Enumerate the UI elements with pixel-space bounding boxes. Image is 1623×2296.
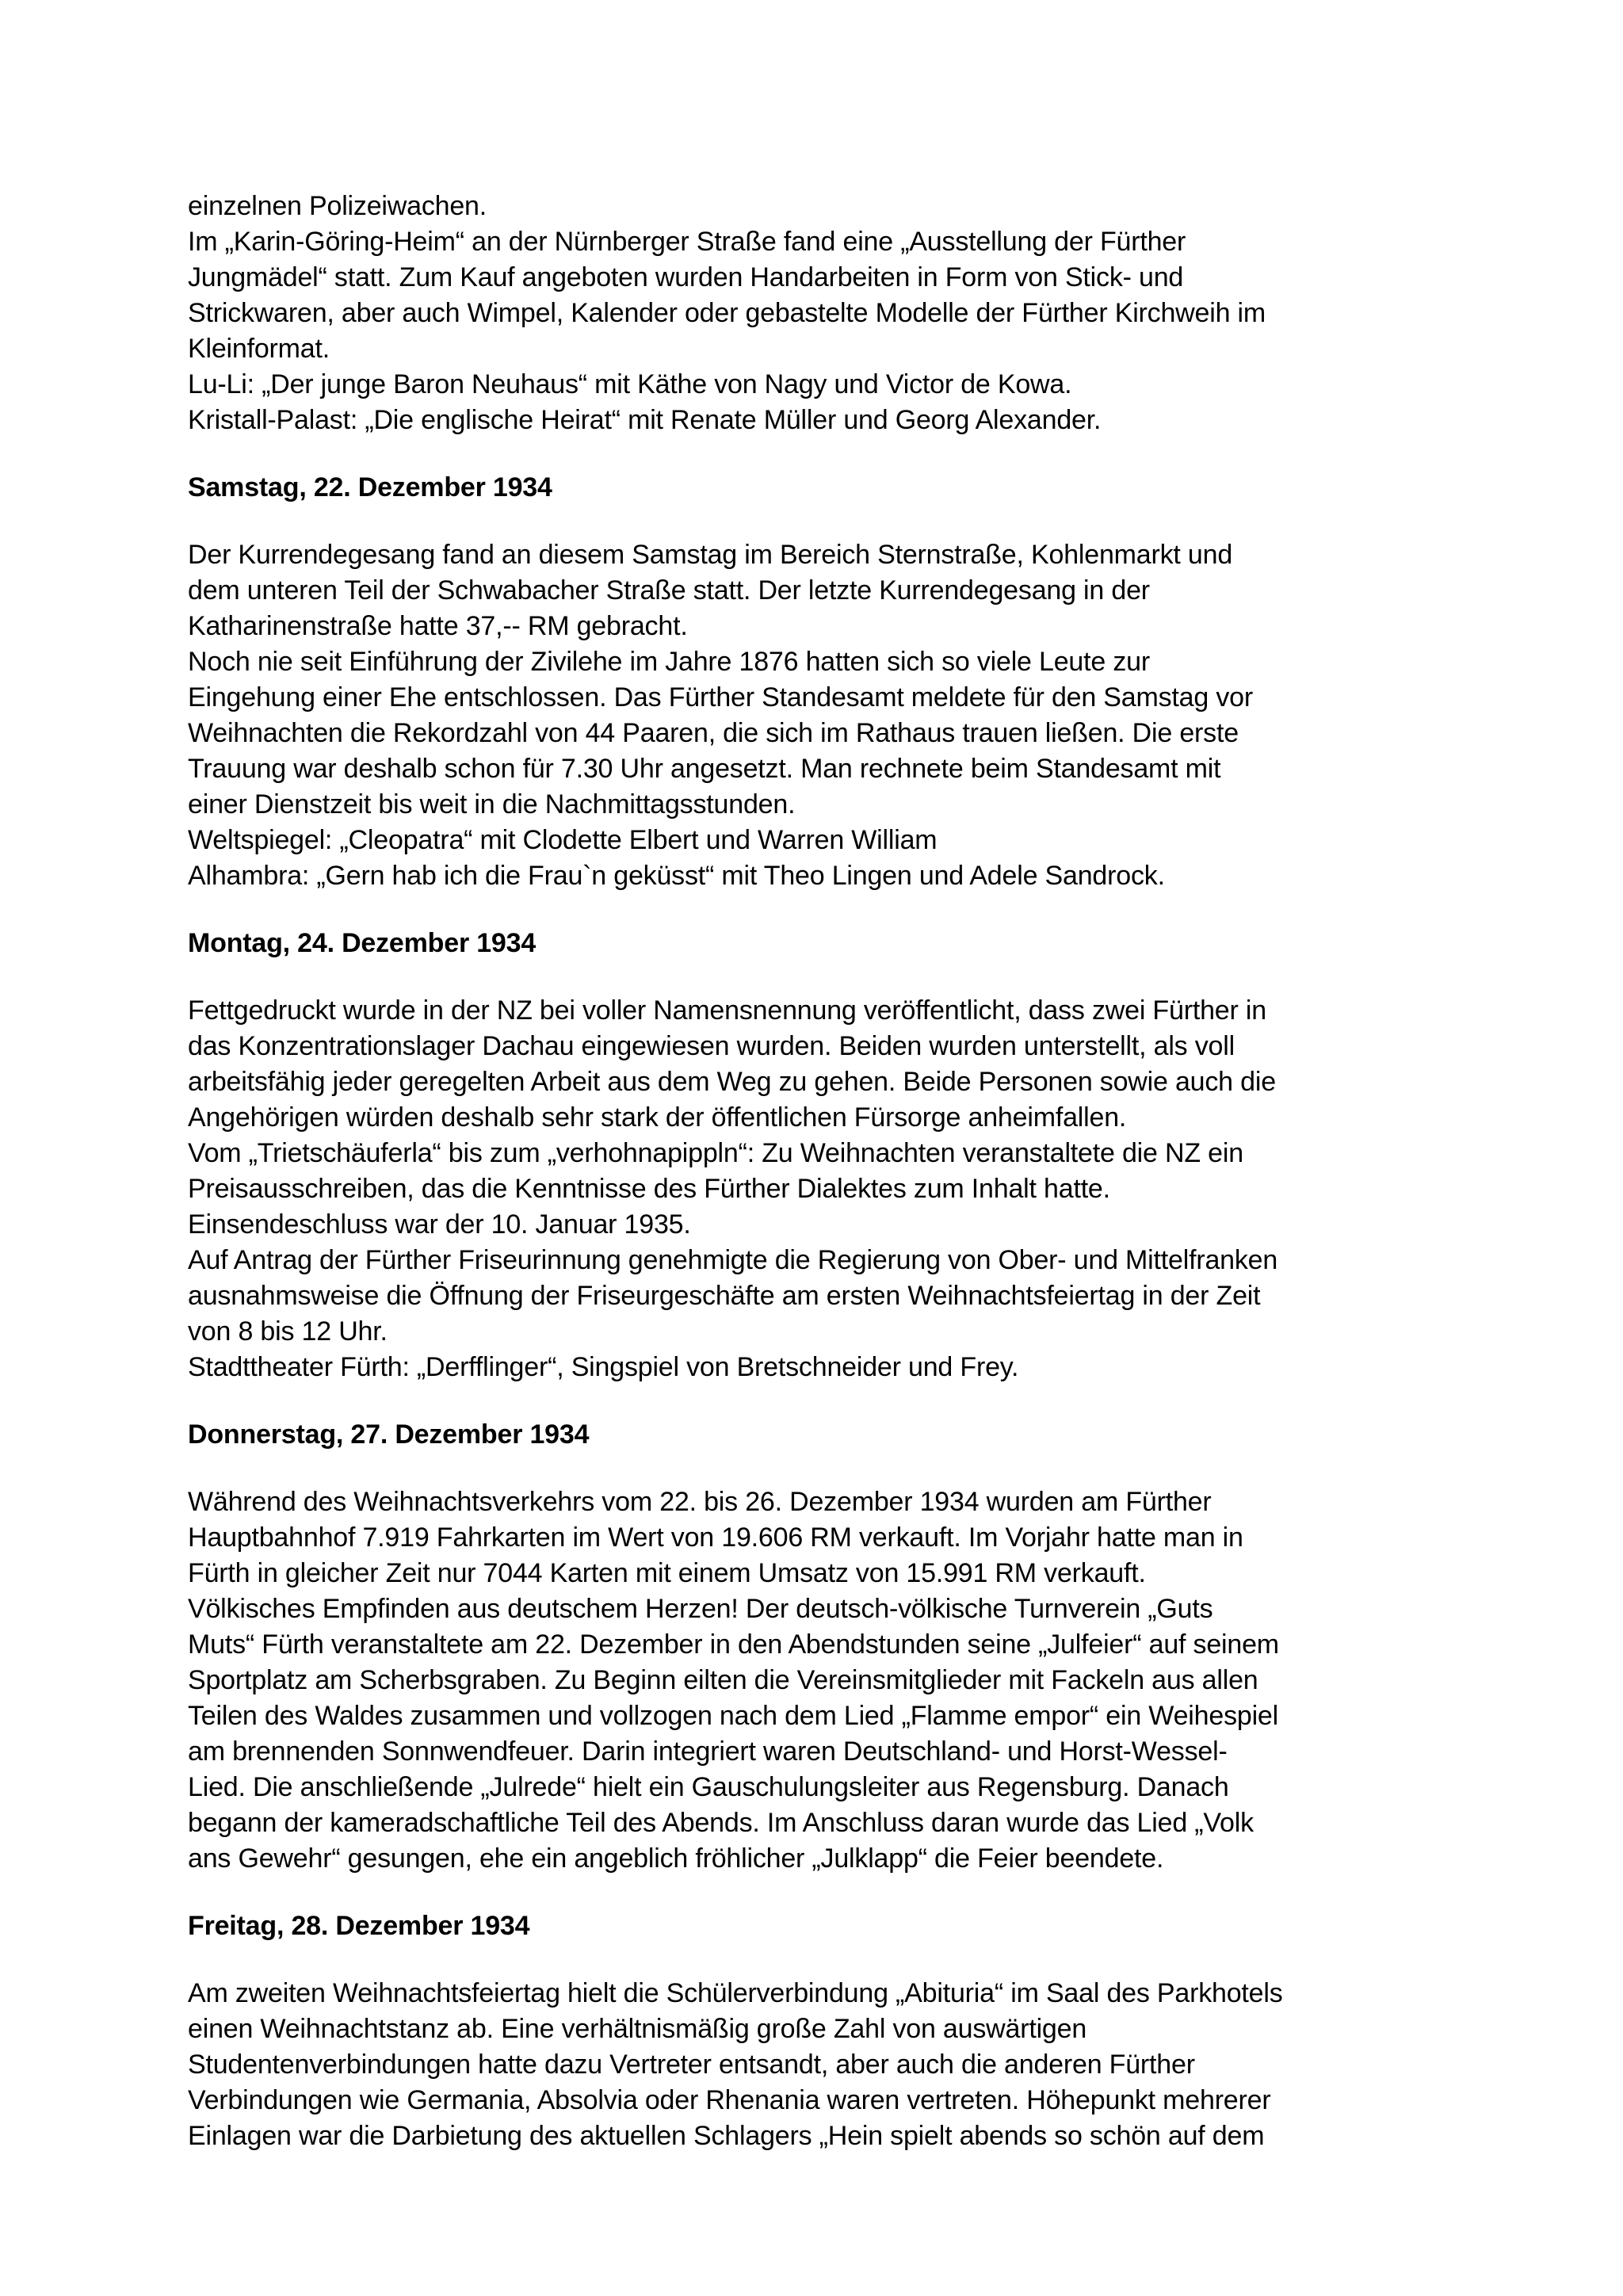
text-line: Völkisches Empfinden aus deutschem Herzen! Der deutsch-völkische Turnverein „Guts — [188, 1594, 1213, 1624]
paragraph-block — [188, 993, 1472, 1385]
text-line: Einlagen war die Darbietung des aktuellen Schlagers „Hein spielt abends so schön auf dem — [188, 2121, 1265, 2151]
text-line: Strickwaren, aber auch Wimpel, Kalender oder gebastelte Modelle der Fürther Kirchweih im — [188, 298, 1266, 328]
text-line: Angehörigen würden deshalb sehr stark der öffentlichen Fürsorge anheimfallen. — [188, 1102, 1127, 1133]
date-heading: Freitag, 28. Dezember 1934 — [188, 1911, 530, 1941]
text-line: Alhambra: „Gern hab ich die Frau`n geküsst“ mit Theo Lingen und Adele Sandrock. — [188, 861, 1165, 891]
text-line: Weltspiegel: „Cleopatra“ mit Clodette Elbert und Warren William — [188, 825, 938, 855]
date-heading: Montag, 24. Dezember 1934 — [188, 928, 537, 958]
text-line: Jungmädel“ statt. Zum Kauf angeboten wurden Handarbeiten in Form von Stick- und — [188, 262, 1184, 292]
date-heading: Samstag, 22. Dezember 1934 — [188, 472, 552, 502]
text-line: Vom „Trietschäuferla“ bis zum „verhohnapippln“: Zu Weihnachten veranstaltete die NZ ein — [188, 1138, 1243, 1168]
text-line: Auf Antrag der Fürther Friseurinnung genehmigte die Regierung von Ober- und Mittelfranken — [188, 1245, 1278, 1275]
text-line: Preisausschreiben, das die Kenntnisse des Fürther Dialektes zum Inhalt hatte. — [188, 1174, 1110, 1204]
text-line: ausnahmsweise die Öffnung der Friseurgeschäfte am ersten Weihnachtsfeiertag in der Zeit — [188, 1281, 1261, 1311]
text-line: einer Dienstzeit bis weit in die Nachmittagsstunden. — [188, 789, 796, 819]
text-line: Weihnachten die Rekordzahl von 44 Paaren, die sich im Rathaus trauen ließen. Die erste — [188, 718, 1239, 748]
date-heading: Donnerstag, 27. Dezember 1934 — [188, 1419, 590, 1450]
text-line: Einsendeschluss war der 10. Januar 1935. — [188, 1209, 691, 1240]
text-line: Katharinenstraße hatte 37,-- RM gebracht. — [188, 611, 688, 641]
paragraph-block — [188, 1484, 1472, 1877]
text-line: Noch nie seit Einführung der Zivilehe im Jahre 1876 hatten sich so viele Leute zur — [188, 647, 1150, 677]
text-line: Hauptbahnhof 7.919 Fahrkarten im Wert von 19.606 RM verkauft. Im Vorjahr hatte man in — [188, 1522, 1243, 1553]
text-line: arbeitsfähig jeder geregelten Arbeit aus dem Weg zu gehen. Beide Personen sowie auch die — [188, 1067, 1276, 1097]
text-line: Verbindungen wie Germania, Absolvia oder Rhenania waren vertreten. Höhepunkt mehrerer — [188, 2085, 1271, 2115]
text-line: Im „Karin-Göring-Heim“ an der Nürnberger Straße fand eine „Ausstellung der Fürther — [188, 227, 1186, 257]
text-line: Der Kurrendegesang fand an diesem Samstag im Bereich Sternstraße, Kohlenmarkt und — [188, 540, 1233, 570]
text-line: ans Gewehr“ gesungen, ehe ein angeblich fröhlicher „Julklapp“ die Feier beendete. — [188, 1843, 1164, 1874]
paragraph-block — [188, 1976, 1472, 2154]
text-line: am brennenden Sonnwendfeuer. Darin integriert waren Deutschland- und Horst-Wessel- — [188, 1736, 1228, 1767]
text-line: begann der kameradschaftliche Teil des Abends. Im Anschluss daran wurde das Lied „Volk — [188, 1808, 1254, 1838]
text-line: das Konzentrationslager Dachau eingewiesen wurden. Beiden wurden unterstellt, als voll — [188, 1031, 1235, 1061]
text-line: Kristall-Palast: „Die englische Heirat“ mit Renate Müller und Georg Alexander. — [188, 405, 1102, 435]
text-line: Fürth in gleicher Zeit nur 7044 Karten mit einem Umsatz von 15.991 RM verkauft. — [188, 1558, 1146, 1588]
text-line: Sportplatz am Scherbsgraben. Zu Beginn eilten die Vereinsmitglieder mit Fackeln aus allen — [188, 1665, 1258, 1695]
paragraph-block — [188, 189, 1472, 438]
text-line: Fettgedruckt wurde in der NZ bei voller Namensnennung veröffentlicht, dass zwei Fürther in — [188, 995, 1266, 1026]
text-line: einen Weihnachtstanz ab. Eine verhältnismäßig große Zahl von auswärtigen — [188, 2014, 1087, 2044]
text-line: Am zweiten Weihnachtsfeiertag hielt die Schülerverbindung „Abituria“ im Saal des Parkhotels — [188, 1978, 1283, 2008]
text-line: Eingehung einer Ehe entschlossen. Das Fürther Standesamt meldete für den Samstag vor — [188, 682, 1253, 712]
text-line: Trauung war deshalb schon für 7.30 Uhr angesetzt. Man rechnete beim Standesamt mit — [188, 754, 1221, 784]
text-line: Muts“ Fürth veranstaltete am 22. Dezember in den Abendstunden seine „Julfeier“ auf seinem — [188, 1629, 1279, 1660]
document-content — [188, 189, 1472, 2154]
text-line: Studentenverbindungen hatte dazu Vertreter entsandt, aber auch die anderen Fürther — [188, 2050, 1195, 2080]
paragraph-block — [188, 537, 1472, 894]
text-line: Teilen des Waldes zusammen und vollzogen nach dem Lied „Flamme empor“ ein Weihespiel — [188, 1701, 1278, 1731]
text-line: Lied. Die anschließende „Julrede“ hielt ein Gauschulungsleiter aus Regensburg. Danach — [188, 1772, 1229, 1802]
text-line: Während des Weihnachtsverkehrs vom 22. bis 26. Dezember 1934 wurden am Fürther — [188, 1487, 1212, 1517]
text-line: Stadttheater Fürth: „Derfflinger“, Singspiel von Bretschneider und Frey. — [188, 1352, 1019, 1382]
text-line: Lu-Li: „Der junge Baron Neuhaus“ mit Käthe von Nagy und Victor de Kowa. — [188, 369, 1072, 399]
text-line: Kleinformat. — [188, 334, 330, 364]
text-line: dem unteren Teil der Schwabacher Straße statt. Der letzte Kurrendegesang in der — [188, 575, 1150, 606]
text-line: von 8 bis 12 Uhr. — [188, 1316, 388, 1347]
text-line: einzelnen Polizeiwachen. — [188, 191, 487, 221]
